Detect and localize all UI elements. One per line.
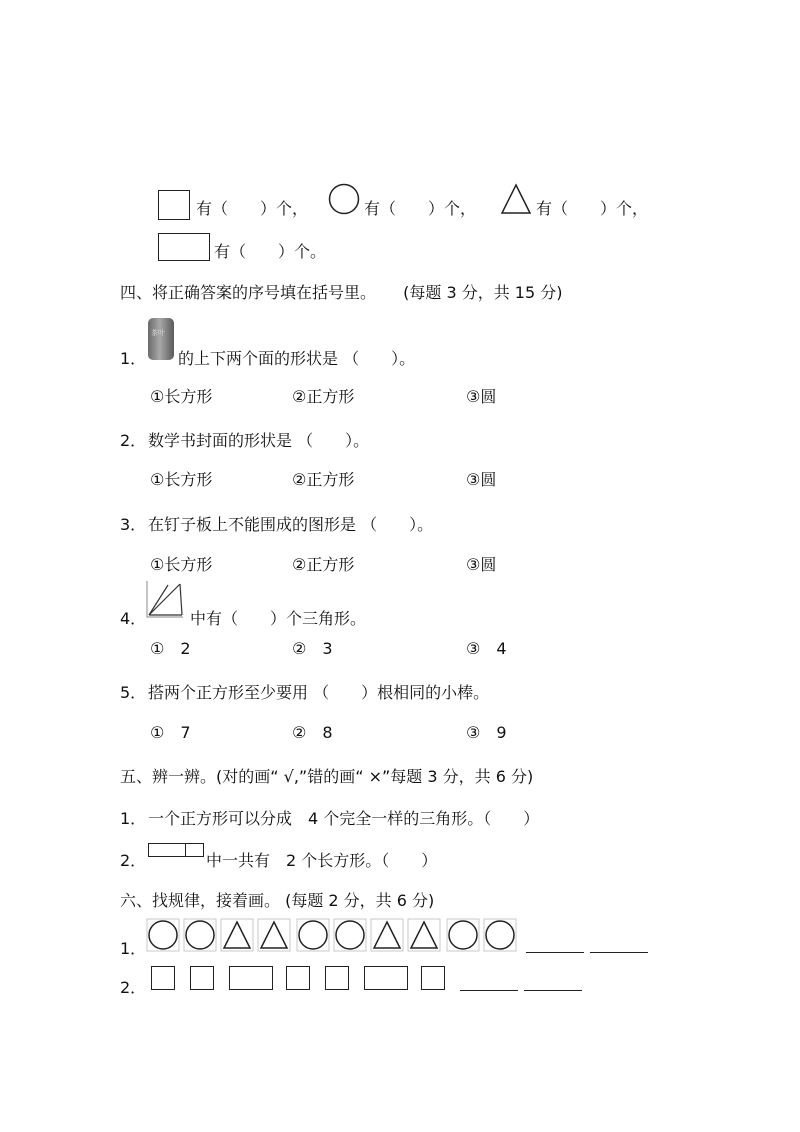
q4-3-option-2: ②正方形	[292, 555, 355, 574]
q6-1-number: 1．	[120, 939, 147, 958]
section5-title: 五、辨一辨。(对的画“ √,”错的画“ ×”每题 3 分，共 6 分)	[120, 767, 534, 786]
triangle-shape	[500, 183, 532, 215]
q4-1-option-2: ②正方形	[292, 387, 355, 406]
answer-blank-2a[interactable]	[460, 990, 518, 991]
pattern-triangle	[374, 922, 400, 948]
circle-shape	[328, 183, 360, 215]
pattern-rectangle	[229, 966, 273, 990]
q4-2-option-3: ③圆	[466, 470, 497, 489]
square-count-text: 有（ ）个，	[196, 199, 309, 218]
pattern-square	[325, 966, 349, 990]
pattern-square	[421, 966, 445, 990]
q4-4-option-3: ③ 4	[466, 639, 507, 658]
pattern-triangle	[224, 922, 250, 948]
pattern-circle	[449, 921, 477, 949]
q4-3-text: 在钉子板上不能围成的图形是 （ ）。	[148, 515, 434, 534]
rectangle-count-text: 有（ ）个。	[214, 242, 327, 261]
q4-2-text: 数学书封面的形状是 （ ）。	[148, 431, 370, 450]
q4-4-option-1: ① 2	[150, 639, 191, 658]
q4-4-text: 中有（ ）个三角形。	[190, 609, 367, 628]
nested-triangles-figure	[146, 580, 184, 618]
q4-2-option-2: ②正方形	[292, 470, 355, 489]
q4-3-number: 3．	[120, 515, 147, 534]
q4-2-number: 2．	[120, 431, 147, 450]
q4-4-number: 4．	[120, 609, 147, 628]
q4-5-text: 搭两个正方形至少要用 （ ）根相同的小棒。	[148, 683, 490, 702]
pattern-row-1	[146, 918, 526, 952]
square-shape	[158, 190, 190, 220]
q4-5-option-3: ③ 9	[466, 723, 507, 742]
circle-count-text: 有（ ）个，	[364, 199, 477, 218]
pattern-square	[286, 966, 310, 990]
section4-title	[120, 280, 562, 303]
q4-5-option-1: ① 7	[150, 723, 191, 742]
tea-can-label: 茶叶	[151, 329, 165, 337]
q4-2-option-1: ①长方形	[150, 470, 213, 489]
pattern-circle	[186, 921, 214, 949]
q4-1-text: 的上下两个面的形状是 （ ）。	[178, 349, 416, 368]
section6-title: 六、找规律，接着画。 (每题 2 分，共 6 分)	[120, 891, 435, 910]
pattern-circle	[149, 921, 177, 949]
q4-3-option-1: ①长方形	[150, 555, 213, 574]
q4-5-number: 5．	[120, 683, 147, 702]
q4-3-option-3: ③圆	[466, 555, 497, 574]
section4-title-text: 四、将正确答案的序号填在括号里。	[120, 283, 377, 302]
q4-1-number: 1．	[120, 349, 147, 368]
section4-score: (每题 3 分，共 15 分)	[403, 283, 563, 302]
pattern-square	[190, 966, 214, 990]
answer-blank-2b[interactable]	[524, 990, 582, 991]
q4-1-option-3: ③圆	[466, 387, 497, 406]
rectangle-shape	[158, 233, 210, 261]
triangle-count-text: 有（ ）个，	[536, 199, 649, 218]
pattern-circle	[336, 921, 364, 949]
q4-4-option-2: ② 3	[292, 639, 333, 658]
pattern-rectangle	[364, 966, 408, 990]
q6-2-number: 2．	[120, 978, 147, 997]
pattern-triangle	[411, 922, 437, 948]
pattern-triangle	[261, 922, 287, 948]
q5-2-number: 2．	[120, 851, 147, 870]
q4-5-option-2: ② 8	[292, 723, 333, 742]
two-rectangles-figure	[148, 843, 204, 857]
pattern-square	[151, 966, 175, 990]
pattern-circle	[486, 921, 514, 949]
divider-line	[185, 844, 186, 856]
tea-can-image	[148, 318, 174, 360]
answer-blank-1a[interactable]	[526, 952, 584, 953]
q5-2-text: 中一共有 2 个长方形。（ ）	[206, 851, 438, 870]
q5-1-text: 一个正方形可以分成 4 个完全一样的三角形。（ ）	[148, 809, 540, 828]
pattern-circle	[299, 921, 327, 949]
answer-blank-1b[interactable]	[590, 952, 648, 953]
q4-1-option-1: ①长方形	[150, 387, 213, 406]
q5-1-number: 1．	[120, 809, 147, 828]
